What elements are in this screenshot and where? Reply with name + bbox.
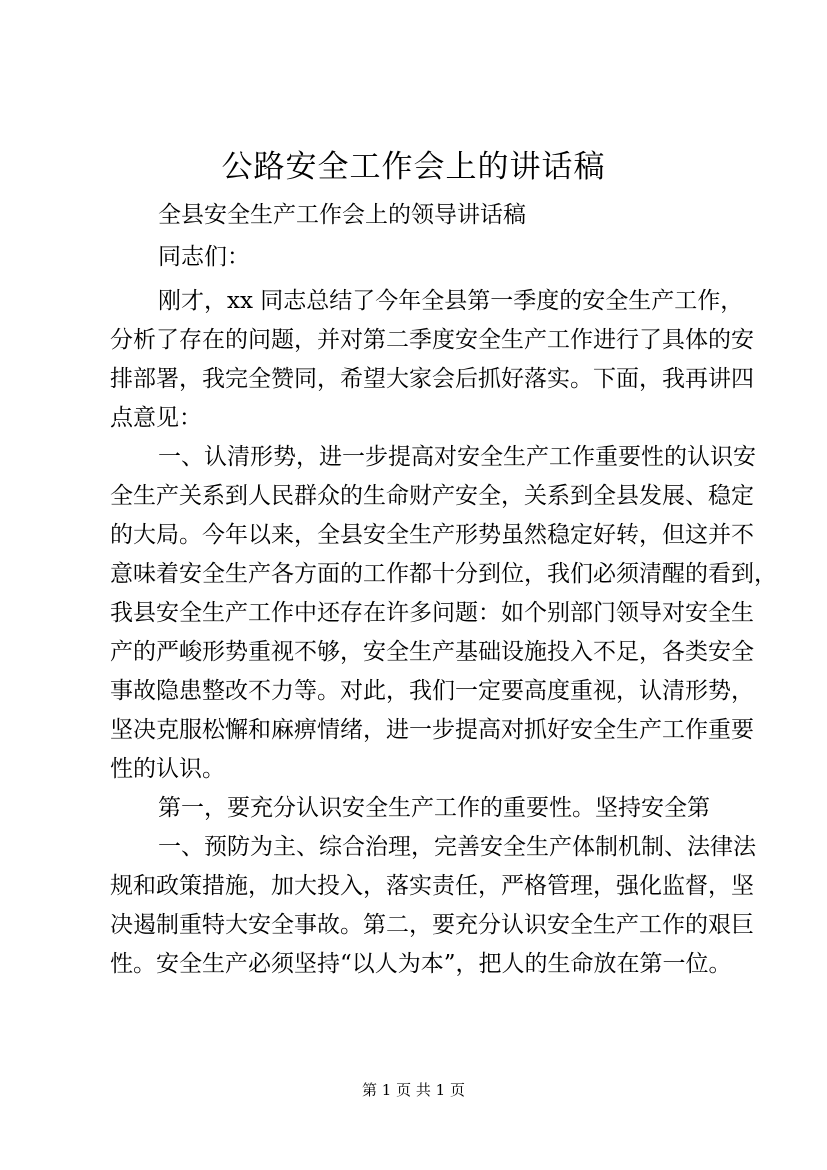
body-line: 分析了存在的问题，并对第二季度安全生产工作进行了具体的安: [110, 327, 754, 353]
body-line: 的大局。今年以来，全县安全生产形势虽然稳定好转，但这并不: [110, 522, 754, 548]
body-line: 事故隐患整改不力等。对此，我们一定要高度重视，认清形势，: [110, 678, 754, 704]
body-line: 我县安全生产工作中还存在许多问题：如个别部门领导对安全生: [110, 600, 754, 626]
body-line: 一、预防为主、综合治理，完善安全生产体制机制、法律法: [158, 834, 756, 860]
body-line: 性。安全生产必须坚持“以人为本”，把人的生命放在第一位。: [110, 951, 732, 977]
body-line: 坚决克服松懈和麻痹情绪，进一步提高对抓好安全生产工作重要: [110, 717, 754, 743]
body-line: 点意见：: [110, 405, 202, 431]
body-line: 第一，要充分认识安全生产工作的重要性。坚持安全第: [158, 795, 710, 821]
body-line: 意味着安全生产各方面的工作都十分到位，我们必须清醒的看到，: [110, 561, 777, 587]
body-line: 一、认清形势，进一步提高对安全生产工作重要性的认识安: [158, 444, 756, 470]
body-line: 性的认识。: [110, 756, 225, 782]
document-title: 公路安全工作会上的讲话稿: [221, 149, 606, 185]
document-subtitle: 全县安全生产工作会上的领导讲话稿: [158, 202, 526, 228]
body-line: 排部署，我完全赞同，希望大家会后抓好落实。下面，我再讲四: [110, 366, 754, 392]
body-line: 刚才，xx 同志总结了今年全县第一季度的安全生产工作，: [158, 288, 744, 314]
salutation: 同志们：: [158, 244, 250, 270]
body-line: 规和政策措施，加大投入，落实责任，严格管理，强化监督，坚: [110, 873, 754, 899]
body-line: 全生产关系到人民群众的生命财产安全，关系到全县发展、稳定: [110, 483, 754, 509]
page-footer: 第 1 页 共 1 页: [362, 1081, 465, 1099]
body-line: 决遏制重特大安全事故。第二，要充分认识安全生产工作的艰巨: [110, 912, 754, 938]
body-line: 产的严峻形势重视不够，安全生产基础设施投入不足，各类安全: [110, 639, 754, 665]
